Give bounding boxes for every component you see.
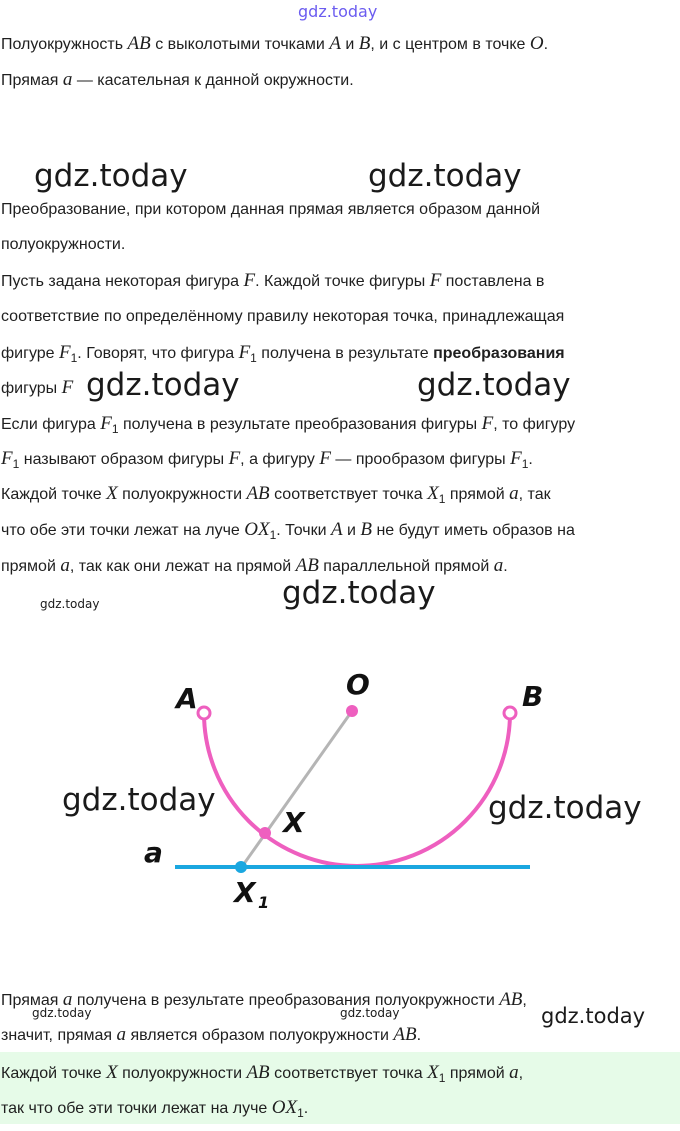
point-a-hollow	[198, 707, 210, 719]
label-a-line: a	[144, 836, 163, 869]
highlight-line-1: Каждой точке X полуокружности AB соответствует точка $X_1$ прямой a,	[1, 1062, 524, 1086]
problem-statement-line-1: Полуокружность AB с выколотыми точками A и B, и с центром в точке O.	[1, 33, 549, 54]
watermark: gdz.today	[34, 158, 188, 194]
watermark: gdz.today	[62, 782, 216, 818]
watermark: gdz.today	[86, 367, 240, 403]
watermark: gdz.today	[368, 158, 522, 194]
watermark: gdz.today	[32, 1006, 92, 1020]
watermark-top: gdz.today	[298, 2, 378, 21]
label-x1-subscript: 1	[258, 893, 270, 912]
label-b: B	[522, 680, 544, 713]
point-b-hollow	[504, 707, 516, 719]
label-a: A	[176, 682, 198, 715]
answer-line-2: полуокружности.	[1, 236, 126, 253]
watermark: gdz.today	[282, 575, 436, 611]
watermark: gdz.today	[340, 1006, 400, 1020]
watermark: gdz.today	[40, 597, 100, 611]
semicircle-ab	[204, 713, 510, 866]
label-o: O	[346, 668, 370, 701]
theory-line-1: Пусть задана некоторая фигура F. Каждой точке фигуры F поставлена в	[1, 270, 545, 291]
solution-line-2: что обе эти точки лежат на луче $OX_1$. Точки A и B не будут иметь образов на	[1, 519, 575, 543]
solution-line-3: прямой a, так как они лежат на прямой AB параллельной прямой a.	[1, 555, 508, 576]
problem-statement-line-2: Прямая a — касательная к данной окружности.	[1, 69, 354, 90]
ray-ox1	[241, 711, 352, 868]
theory-line-3: фигуре $F_1$. Говорят, что фигура $F_1$ получена в результате преобразования	[1, 342, 565, 366]
theory-line-5: Если фигура $F_1$ получена в результате преобразования фигуры F, то фигуру	[1, 413, 576, 437]
label-x1: X	[234, 876, 256, 909]
point-o	[346, 705, 358, 717]
conclusion-line-1: Прямая a получена в результате преобразования полуокружности AB,	[1, 989, 527, 1010]
watermark: gdz.today	[541, 1004, 646, 1028]
solution-line-1: Каждой точке X полуокружности AB соответствует точка $X_1$ прямой a, так	[1, 483, 551, 507]
answer-line-1: Преобразование, при котором данная прямая является образом данной	[1, 201, 541, 218]
theory-line-2: соответствие по определённому правилу некоторая точка, принадлежащая	[1, 308, 565, 325]
point-x1	[235, 861, 247, 873]
watermark: gdz.today	[488, 790, 642, 826]
label-x: X	[283, 806, 305, 839]
conclusion-line-2: значит, прямая a является образом полуокружности AB.	[1, 1024, 422, 1045]
theory-line-6: $F_1$ называют образом фигуры F, а фигуру F — прообразом фигуры $F_1$.	[1, 448, 533, 472]
point-x	[259, 827, 271, 839]
watermark: gdz.today	[417, 367, 571, 403]
highlight-line-2: так что обе эти точки лежат на луче $OX_1$.	[1, 1097, 309, 1121]
theory-line-4: фигуры F	[1, 377, 74, 398]
